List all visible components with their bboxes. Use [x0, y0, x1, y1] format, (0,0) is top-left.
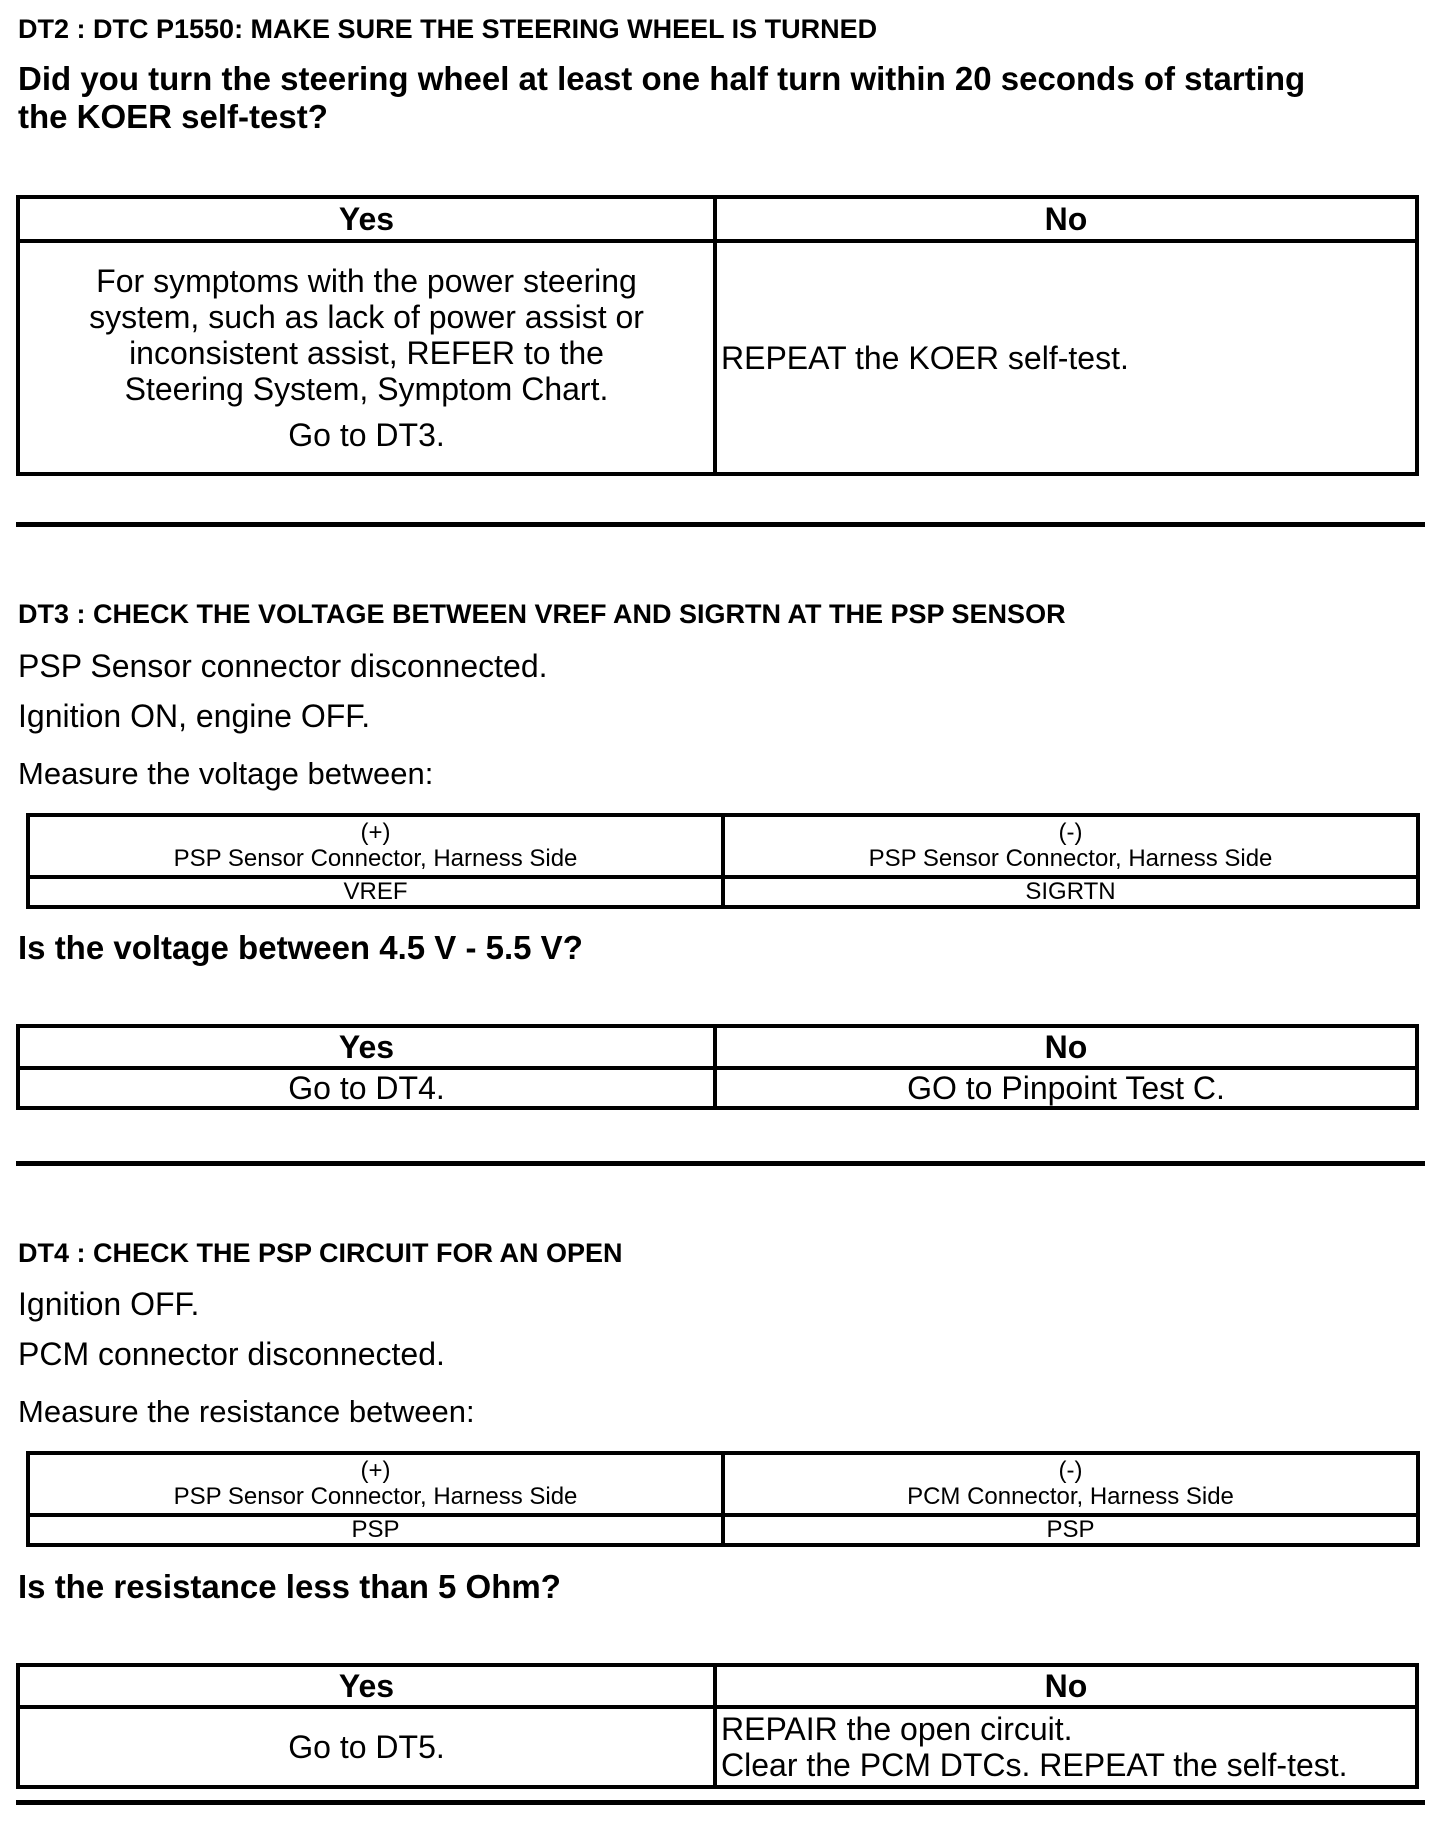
dt4-measure-intro: Measure the resistance between:: [18, 1394, 475, 1429]
dt2-yes-cell: [18, 241, 715, 474]
dt2-no-cell: REPEAT the KOER self-test.: [715, 241, 1417, 474]
dt3-negative-cell: [723, 815, 1418, 877]
dt2-yes-line2: system, such as lack of power assist or: [89, 298, 644, 335]
dt3-measure-table: [26, 813, 1420, 909]
dt4-yes-cell: Go to DT5.: [18, 1707, 715, 1787]
dt3-measure-intro: Measure the voltage between:: [18, 756, 434, 791]
dt3-positive-sign: (+): [360, 819, 391, 846]
dt4-negative-cell: [723, 1453, 1418, 1515]
dt2-yes-line3: inconsistent assist, REFER to the: [129, 334, 604, 371]
dt4-positive-label: PSP Sensor Connector, Harness Side: [173, 1483, 578, 1510]
dt4-no-line1: REPAIR the open circuit.: [721, 1711, 1073, 1747]
section-divider: [16, 522, 1425, 527]
dt3-decision-table: [16, 1024, 1419, 1110]
dt4-question: Is the resistance less than 5 Ohm?: [18, 1568, 561, 1605]
dt4-yes-header: Yes: [18, 1665, 715, 1707]
dt4-no-header: No: [715, 1665, 1417, 1707]
dt3-negative-label: PSP Sensor Connector, Harness Side: [868, 845, 1273, 872]
dt2-yes-line5: Go to DT3.: [288, 416, 445, 453]
dt3-yes-cell: Go to DT4.: [18, 1068, 715, 1108]
dt4-positive-cell: [28, 1453, 723, 1515]
dt2-yes-header: Yes: [18, 197, 715, 241]
dt3-heading: DT3 : CHECK THE VOLTAGE BETWEEN VREF AND SIGRTN AT THE PSP SENSOR: [18, 599, 1066, 629]
dt4-measure-table: [26, 1451, 1420, 1547]
dt3-question: Is the voltage between 4.5 V - 5.5 V?: [18, 929, 583, 966]
dt3-step2: Ignition ON, engine OFF.: [18, 698, 371, 734]
dt2-question-line2: the KOER self-test?: [18, 98, 328, 135]
dt4-positive-sign: (+): [360, 1457, 391, 1484]
dt3-step1: PSP Sensor connector disconnected.: [18, 648, 548, 684]
dt4-heading: DT4 : CHECK THE PSP CIRCUIT FOR AN OPEN: [18, 1238, 623, 1268]
dt3-no-cell: GO to Pinpoint Test C.: [715, 1068, 1417, 1108]
dt2-question: [18, 60, 1418, 136]
dt4-negative-value: PSP: [723, 1515, 1418, 1545]
dt4-step2: PCM connector disconnected.: [18, 1336, 445, 1372]
dt3-negative-value: SIGRTN: [723, 877, 1418, 907]
dt3-positive-label: PSP Sensor Connector, Harness Side: [173, 845, 578, 872]
dt3-no-header: No: [715, 1026, 1417, 1068]
dt3-yes-header: Yes: [18, 1026, 715, 1068]
dt2-yes-line1: For symptoms with the power steering: [96, 262, 637, 299]
dt3-positive-value: VREF: [28, 877, 723, 907]
dt4-negative-label: PCM Connector, Harness Side: [907, 1483, 1234, 1510]
dt3-positive-cell: [28, 815, 723, 877]
dt2-yes-line4: Steering System, Symptom Chart.: [124, 370, 609, 407]
dt4-no-cell: [715, 1707, 1417, 1787]
dt2-decision-table: [16, 195, 1419, 476]
dt3-negative-sign: (-): [1058, 819, 1083, 846]
dt4-no-line2: Clear the PCM DTCs. REPEAT the self-test.: [721, 1747, 1348, 1783]
section-divider: [16, 1800, 1425, 1805]
dt4-decision-table: [16, 1663, 1419, 1789]
dt4-step1: Ignition OFF.: [18, 1286, 200, 1322]
dt2-question-line1: Did you turn the steering wheel at least one half turn within 20 seconds of starting: [18, 60, 1306, 97]
dt2-heading: DT2 : DTC P1550: MAKE SURE THE STEERING WHEEL IS TURNED: [18, 14, 878, 44]
dt2-no-header: No: [715, 197, 1417, 241]
dt4-negative-sign: (-): [1058, 1457, 1083, 1484]
dt4-positive-value: PSP: [28, 1515, 723, 1545]
section-divider: [16, 1161, 1425, 1166]
